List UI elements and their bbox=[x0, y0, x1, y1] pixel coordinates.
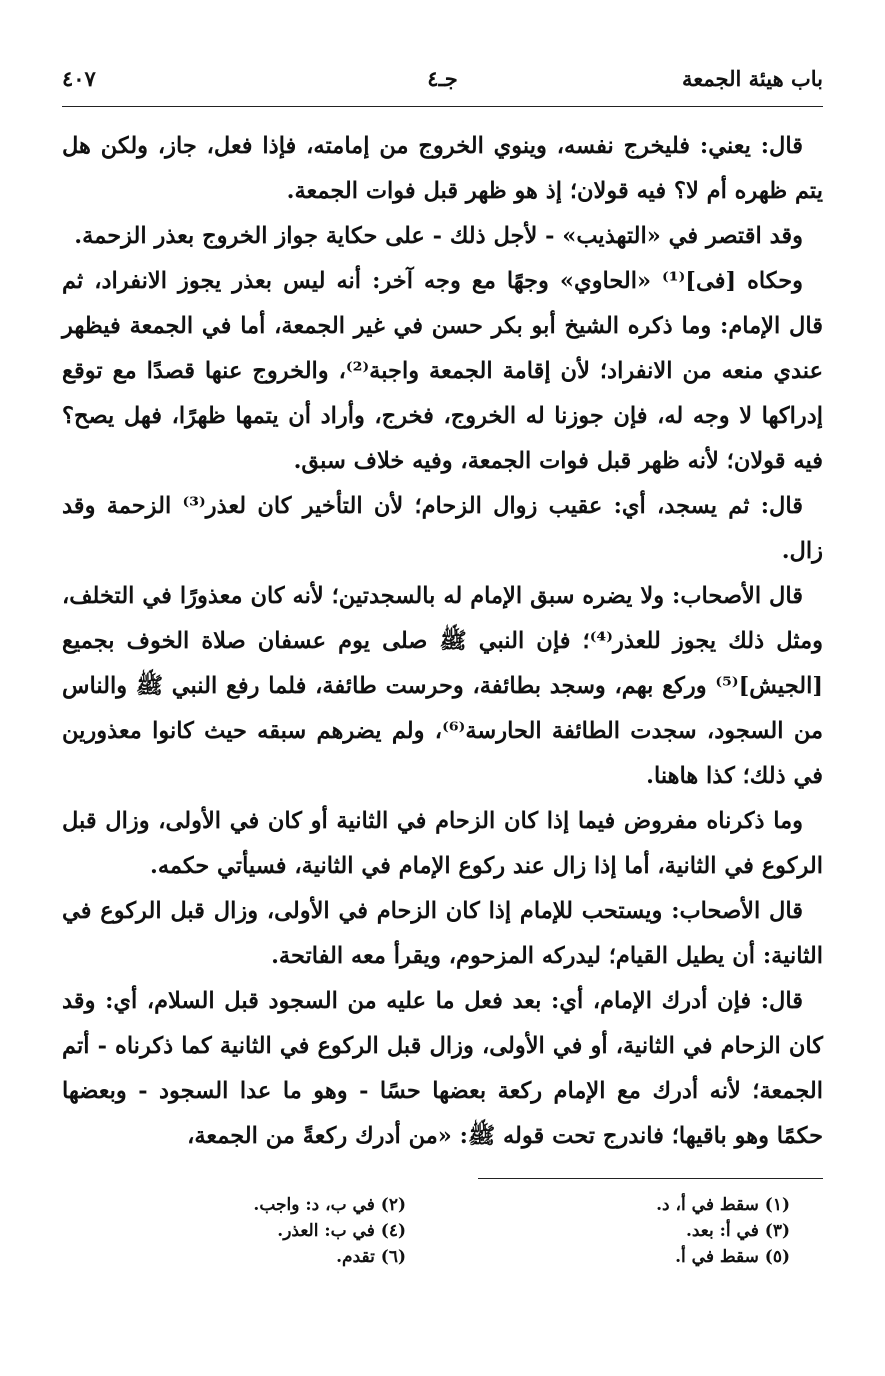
footnote: (٢) في ب، د: واجب. bbox=[253, 1195, 406, 1215]
paragraph: وما ذكرناه مفروض فيما إذا كان الزحام في الثانية أو كان في الأولى، وزال قبل الركوع في الثانية، أما إذا زال عند ركوع الإمام في الثانية، فسيأتي حكمه. bbox=[62, 808, 823, 879]
main-text bbox=[62, 124, 823, 1159]
paragraph: قال الأصحاب: ولا يضره سبق الإمام له بالسجدتين؛ لأنه كان معذورًا في التخلف، ومثل ذلك يجوز للعذر⁽⁴⁾؛ فإن النبي ﷺ صلى يوم عسفان صلاة الخوف بجميع [الجيش]⁽⁵⁾ وركع بهم، وسجد بطائفة، وحرست طائفة، فلما رفع النبي ﷺ والناس من السجود، سجدت الطائفة الحارسة⁽⁶⁾، ولم يضرهم سبقه حيث كانوا معذورين في ذلك؛ كذا هاهنا. bbox=[62, 583, 823, 789]
footnote: (٤) في ب: العذر. bbox=[277, 1221, 406, 1241]
footnotes bbox=[62, 1192, 790, 1270]
page-number: ٤٠٧ bbox=[62, 66, 96, 91]
footnote: (٣) في أ: بعد. bbox=[685, 1221, 790, 1241]
page-header bbox=[62, 62, 823, 102]
paragraph: قال الأصحاب: ويستحب للإمام إذا كان الزحام في الأولى، وزال قبل الركوع في الثانية: أن يطيل القيام؛ ليدركه المزحوم، ويقرأ معه الفاتحة. bbox=[62, 898, 823, 969]
paragraph: قال: فإن أدرك الإمام، أي: بعد فعل ما عليه من السجود قبل السلام، أي: وقد كان الزحام في الثانية، أو في الأولى، وزال قبل الركوع في الثانية كما ذكرناه - أتم الجمعة؛ لأنه أدرك مع الإمام ركعة بعضها حسًا - وهو ما عدا السجود - وبعضها حكمًا وهو باقيها؛ فاندرج تحت قوله ﷺ: «من أدرك ركعةً من الجمعة، bbox=[62, 988, 823, 1149]
chapter-title: باب هيئة الجمعة bbox=[682, 66, 823, 91]
paragraph: قال: ثم يسجد، أي: عقيب زوال الزحام؛ لأن التأخير كان لعذر⁽³⁾ الزحمة وقد زال. bbox=[62, 493, 823, 564]
paragraph: قال: يعني: فليخرج نفسه، وينوي الخروج من إمامته، فإذا فعل، جاز، ولكن هل يتم ظهره أم لا؟ فيه قولان؛ إذ هو ظهر قبل فوات الجمعة. bbox=[62, 133, 823, 204]
footnote: (٥) سقط في أ. bbox=[675, 1247, 790, 1267]
footnote-divider bbox=[478, 1178, 823, 1179]
volume-label: جـ٤ bbox=[427, 66, 458, 91]
header-divider bbox=[62, 106, 823, 107]
paragraph: وحكاه [فى]⁽¹⁾ «الحاوي» وجهًا مع وجه آخر: أنه ليس بعذر يجوز الانفراد، ثم قال الإمام: وما ذكره الشيخ أبو بكر حسن في غير الجمعة، أما في الجمعة فيظهر عندي منعه من الانفراد؛ لأن إقامة الجمعة واجبة⁽²⁾، والخروج عنها قصدًا مع توقع إدراكها لا وجه له، فإن جوزنا له الخروج، فخرج، وأراد أن يتمها ظهرًا، فهل يصح؟ فيه قولان؛ لأنه ظهر قبل فوات الجمعة، وفيه خلاف سبق. bbox=[62, 268, 824, 474]
paragraph: وقد اقتصر في «التهذيب» - لأجل ذلك - على حكاية جواز الخروج بعذر الزحمة. bbox=[74, 223, 803, 249]
footnote: (٦) تقدم. bbox=[336, 1247, 406, 1267]
footnote: (١) سقط في أ، د. bbox=[656, 1195, 790, 1215]
